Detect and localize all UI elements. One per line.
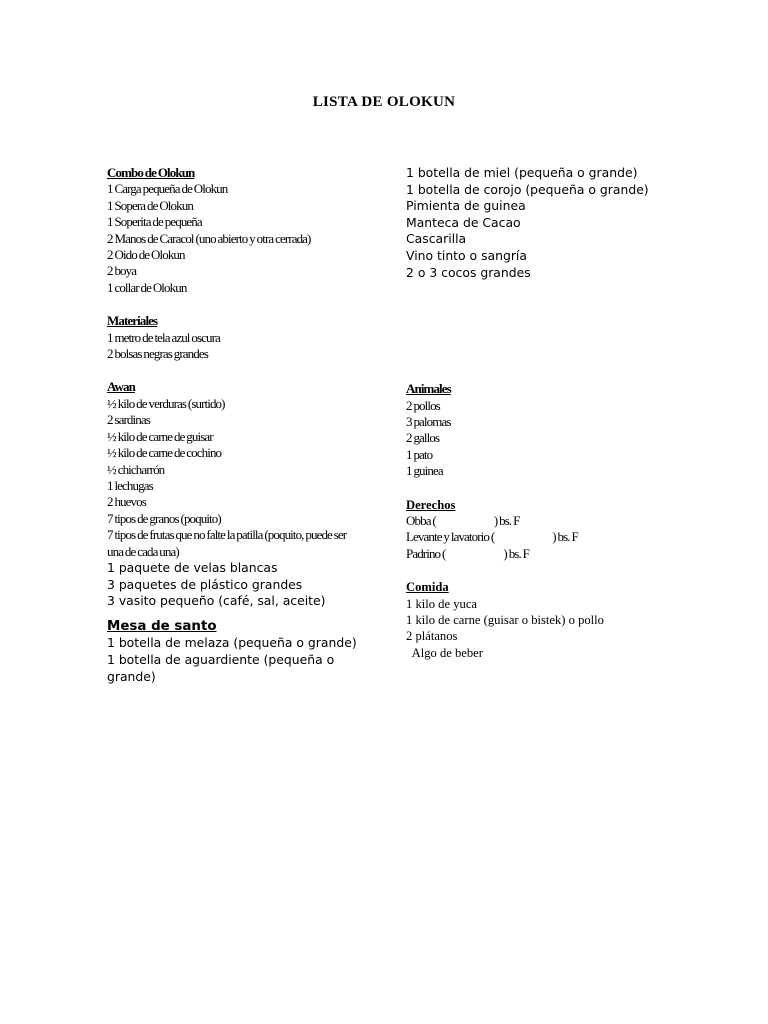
list-item: 2 pollos <box>406 397 440 413</box>
list-item: 2 huevos <box>107 494 146 510</box>
list-item: 1 paquete de velas blancas <box>107 559 278 575</box>
list-item: 1 pato <box>406 446 433 462</box>
list-item: 7 tipos de granos (poquito) <box>107 510 221 526</box>
section-heading-awan: Awan <box>107 379 135 395</box>
spacer <box>406 562 736 579</box>
list-item: 1 Soperita de pequeña <box>107 214 202 230</box>
fee-label: Levante y lavatorio ( <box>406 529 495 545</box>
list-item: Algo de beber <box>406 645 483 660</box>
list-item: 1 kilo de yuca <box>406 596 477 611</box>
fee-line <box>406 546 736 562</box>
list-item: 1 botella de miel (pequeña o grande) <box>406 165 638 180</box>
section-heading-materiales: Materiales <box>107 313 158 329</box>
list-item: 1 botella de aguardiente (pequeña o grande) <box>107 651 335 684</box>
list-item: ½ kilo de carne de cochino <box>107 445 222 461</box>
section-heading-comida: Comida <box>406 580 449 595</box>
spacer <box>107 296 367 313</box>
page-title: LISTA DE OLOKUN <box>312 94 456 110</box>
list-item: 2 bolsas negras grandes <box>107 346 208 362</box>
list-item: Manteca de Cacao <box>406 214 521 230</box>
section-heading-mesa: Mesa de santo <box>107 618 217 634</box>
list-item: 1 metro de tela azul oscura <box>107 329 220 345</box>
list-item: ½ kilo de verduras (surtido) <box>107 395 225 411</box>
list-item: 1 Sopera de Olokun <box>107 197 193 213</box>
fee-suffix: ) bs. F <box>493 513 520 528</box>
fee-suffix: ) bs. F <box>503 545 529 561</box>
right-column <box>406 165 736 661</box>
list-item: 1 lechugas <box>107 477 153 493</box>
list-item: 2 Manos de Caracol (uno abierto y otra cerrada) <box>107 230 311 246</box>
spacer <box>406 480 736 497</box>
list-item: 2 gallos <box>406 430 440 446</box>
list-item: 1 botella de corojo (pequeña o grande) <box>406 181 649 197</box>
spacer <box>406 281 736 381</box>
list-item: Vino tinto o sangría <box>406 247 527 263</box>
list-item: ½ chicharrón <box>107 461 165 477</box>
fee-label: Obba ( <box>406 513 436 528</box>
spacer <box>107 610 367 619</box>
section-heading-combo: Combo de Olokun <box>107 165 195 180</box>
list-item: 2 sardinas <box>107 412 150 428</box>
list-item: ½ kilo de carne de guisar <box>107 428 213 444</box>
section-heading-animales: Animales <box>406 381 451 397</box>
section-heading-derechos: Derechos <box>406 497 456 512</box>
list-item: 1 guinea <box>406 463 443 479</box>
list-item: 3 vasito pequeño (café, sal, aceite) <box>107 593 326 609</box>
list-item: 1 Carga pequeña de Olokun <box>107 181 228 197</box>
list-item: 1 botella de melaza (pequeña o grande) <box>107 635 357 651</box>
list-item: Cascarilla <box>406 231 467 247</box>
fee-line <box>406 529 736 545</box>
list-item: 7 tipos de frutas que no falte la patilla (poquito, puede ser una de cada una) <box>107 527 347 559</box>
list-item: 3 palomas <box>406 413 451 429</box>
fee-label: Padrino ( <box>406 545 446 561</box>
list-item: 2 Oido de Olokun <box>107 247 185 263</box>
fee-suffix: ) bs. F <box>552 529 578 545</box>
fee-line <box>406 513 736 529</box>
list-item: 3 paquetes de plástico grandes <box>107 576 303 592</box>
left-column <box>107 165 367 685</box>
list-item: 2 boya <box>107 263 137 279</box>
list-item: 1 collar de Olokun <box>107 279 187 295</box>
list-item: Pimienta de guinea <box>406 198 526 214</box>
list-item: 2 o 3 cocos grandes <box>406 264 531 280</box>
list-item: 1 kilo de carne (guisar o bistek) o pollo <box>406 613 604 628</box>
spacer <box>107 362 367 379</box>
list-item: 2 plátanos <box>406 629 458 644</box>
